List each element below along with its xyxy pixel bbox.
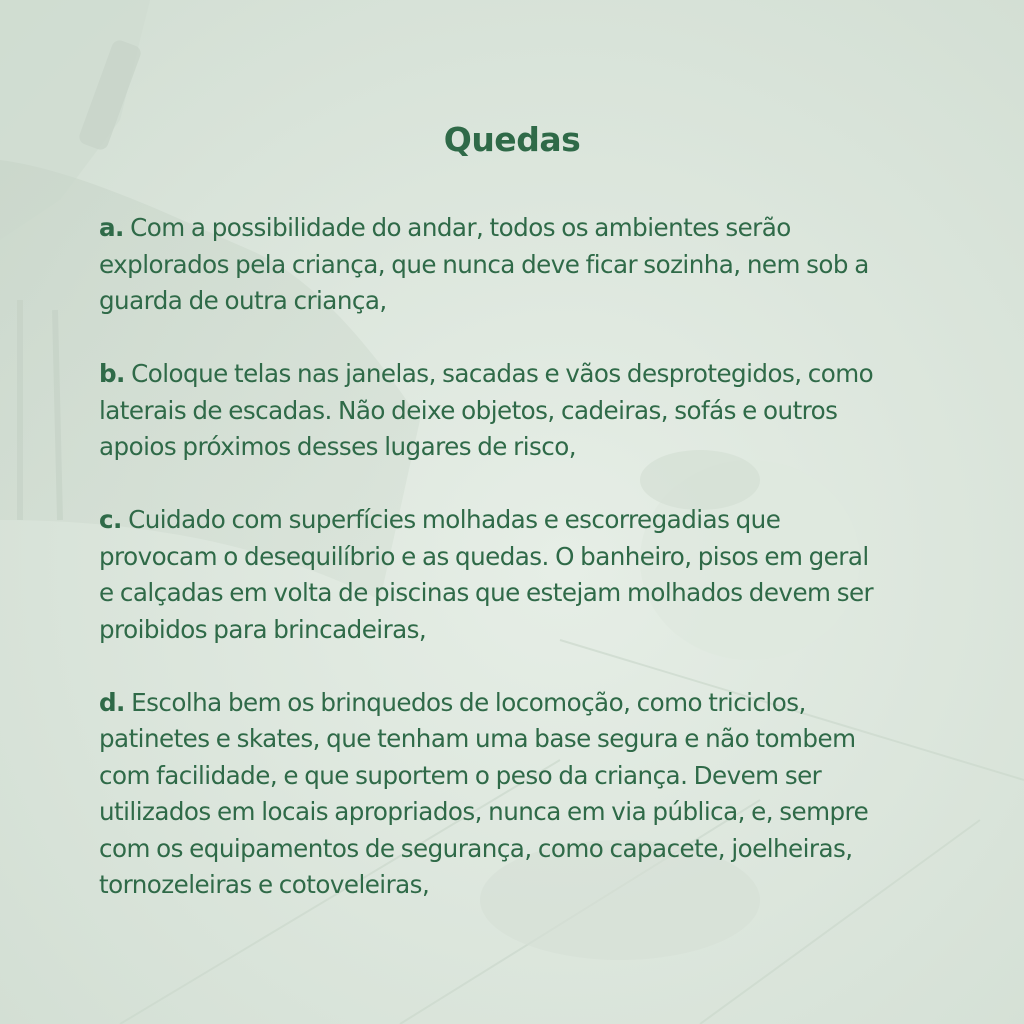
item-line: e calçadas em volta de piscinas que estejam molhados devem ser [99, 578, 874, 607]
item-line: proibidos para brincadeiras, [99, 614, 427, 644]
item-line: apoios próximos desses lugares de risco, [99, 432, 577, 461]
article [99, 112, 949, 940]
item-line: guarda de outra criança, [99, 286, 387, 315]
item-line [99, 356, 949, 393]
item-letter: a. [99, 213, 124, 242]
list-item-c [99, 502, 949, 648]
item-letter: c. [99, 505, 122, 534]
item-text: Com a possibilidade do andar, todos os ambientes serão [130, 213, 791, 242]
item-line [99, 502, 949, 539]
item-line: laterais de escadas. Não deixe objetos, cadeiras, sofás e outros [99, 395, 838, 425]
item-letter: d. [99, 687, 125, 717]
item-line: patinetes e skates, que tenham uma base segura e não tombem [99, 724, 856, 753]
item-letter: b. [99, 359, 125, 388]
item-list [99, 210, 949, 904]
item-text: Coloque telas nas janelas, sacadas e vãos desprotegidos, como [131, 359, 874, 388]
page-title: Quedas [443, 120, 581, 159]
item-text: Cuidado com superfícies molhadas e escorregadias que [128, 505, 781, 534]
list-item-d [99, 685, 949, 904]
item-text: Escolha bem os brinquedos de locomoção, como triciclos, [131, 687, 806, 717]
item-line [99, 210, 949, 247]
list-item-b [99, 356, 949, 466]
item-line: com os equipamentos de segurança, como capacete, joelheiras, [99, 833, 853, 863]
item-line: com facilidade, e que suportem o peso da criança. Devem ser [99, 760, 822, 790]
list-item-a [99, 210, 949, 320]
item-line [99, 685, 949, 722]
item-line: tornozeleiras e cotoveleiras, [99, 870, 430, 899]
item-line: utilizados em locais apropriados, nunca em via pública, e, sempre [99, 797, 869, 826]
item-line: provocam o desequilíbrio e as quedas. O banheiro, pisos em geral [99, 541, 869, 571]
item-line: explorados pela criança, que nunca deve ficar sozinha, nem sob a [99, 249, 869, 279]
